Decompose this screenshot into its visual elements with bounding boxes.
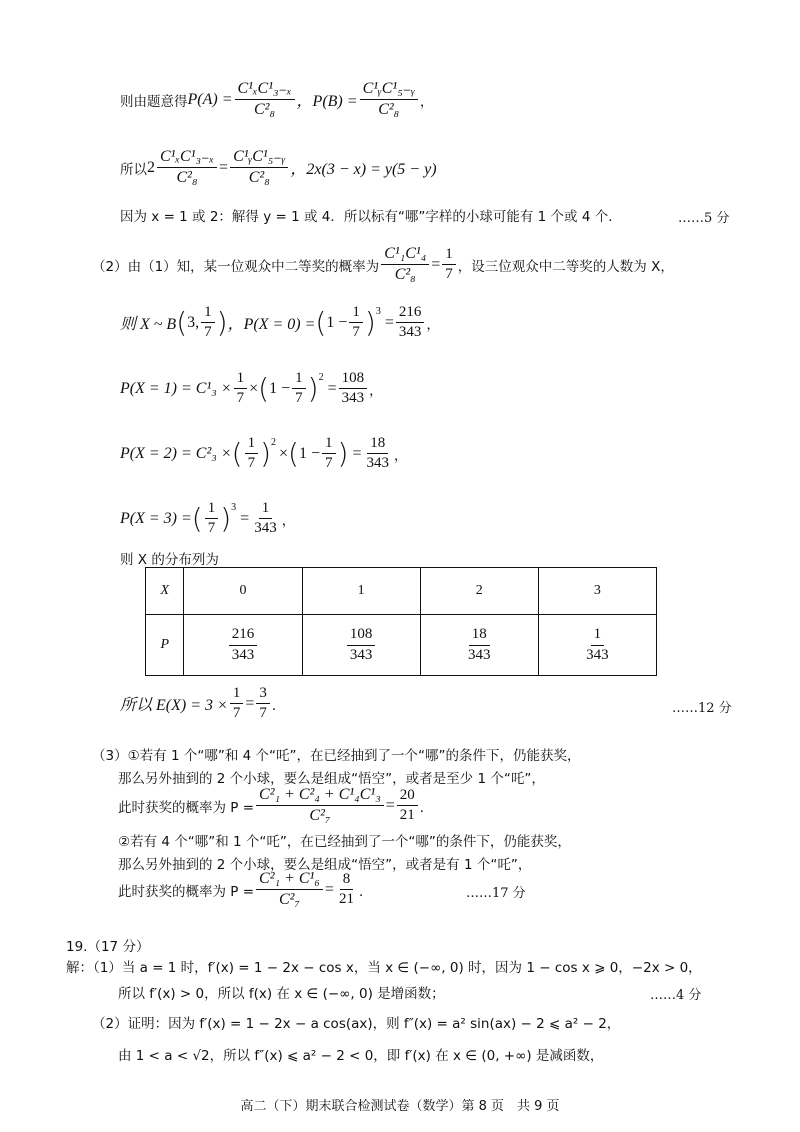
fraction: $\frac{108}{343}$ (347, 626, 376, 664)
text: 此时获奖的概率为 P = (118, 799, 255, 816)
fraction: $\frac{8}{21}$ (338, 871, 354, 908)
fraction: $\frac{216}{343}$ (396, 304, 425, 342)
paren: ) (364, 305, 376, 339)
table-cell: X (146, 568, 184, 615)
formula: 1 − (326, 313, 348, 331)
table-row (146, 615, 657, 676)
text: 此时获奖的概率为 P = (118, 883, 255, 900)
formula: 所以 E(X) = 3 × (120, 697, 228, 715)
text: ． (419, 799, 434, 816)
table-cell (420, 615, 538, 676)
score-17: ……17 分 (466, 886, 526, 901)
eq: = (240, 509, 250, 527)
fraction: $\frac{\text{C¹₁C¹₄}}{\text{C²₈}}$ (381, 245, 429, 285)
table-cell (538, 615, 656, 676)
line-part3-b3 (118, 870, 372, 910)
page-footer: 高二（下）期末联合检测试卷（数学）第 8 页 共 9 页 (240, 1099, 560, 1114)
fraction: $\frac{20}{21}$ (397, 787, 418, 825)
formula: 则 X ~ B (120, 316, 177, 334)
eq: = (385, 796, 395, 814)
eq: = (245, 694, 255, 712)
times: × (249, 379, 259, 397)
formula: ，2x(3 − x) = y(5 − y) (290, 161, 437, 179)
line-part3-a3 (118, 786, 433, 826)
coef: 2 (147, 158, 155, 176)
table-cell: P (146, 615, 184, 676)
formula: 1 − (298, 444, 320, 462)
fraction: $\frac{108}{343}$ (339, 370, 368, 408)
fraction: $\frac{\text{C¹ᵧC¹₅₋ᵧ}}{\text{C²₈}}$ (230, 148, 288, 188)
score-12: ……12 分 (672, 701, 732, 716)
formula: ，P(B) = (296, 93, 358, 111)
table-cell: 3 (538, 568, 656, 615)
fraction: $\frac{\text{C¹ₓC¹₃₋ₓ}}{\text{C²₈}}$ (157, 148, 217, 188)
line-part2-intro (92, 245, 674, 285)
text: ． (358, 883, 373, 900)
q19-line4: 由 1 < a < √2，所以 f″(x) ⩽ a² − 2 < 0，即 f′(x) 在 x ∈ (0, +∞) 是减函数， (118, 1048, 604, 1064)
table-cell: 1 (302, 568, 420, 615)
fraction: $\frac{1}{7}$ (230, 685, 244, 723)
formula: P(X = 1) = C¹₃ × (120, 379, 232, 397)
line-equation (120, 148, 437, 188)
fraction: $\frac{\text{C¹ₓC¹₃₋ₓ}}{\text{C²₈}}$ (235, 80, 295, 120)
paren: ) (337, 436, 349, 470)
exponent: 2 (318, 372, 324, 383)
text: 因为 x = 1 或 2：解得 y = 1 或 4．所以标有“哪”字样的小球可能有 1 个或 4 个． (120, 209, 622, 225)
fraction: $\frac{\text{C²₁ + C²₄ + C¹₄C¹₃}}{\text{C²₇}}$ (256, 786, 384, 826)
text: ， (426, 316, 440, 333)
formula: 1 − (269, 379, 291, 397)
text: ， (369, 382, 383, 399)
fraction: $\frac{1}{7}$ (349, 304, 363, 342)
q19-title: 19.（17 分） (66, 939, 150, 955)
text: ， (419, 93, 434, 110)
line-p-definitions (120, 80, 433, 120)
fraction: $\frac{1}{7}$ (205, 500, 219, 538)
table-cell (302, 615, 420, 676)
line-solution-xy (120, 205, 622, 225)
line-p3 (120, 500, 295, 538)
fraction: $\frac{1}{343}$ (586, 626, 609, 663)
text: （2）由（1）知，某一位观众中二等奖的概率为 (92, 258, 380, 275)
fraction: $\frac{1}{7}$ (234, 370, 248, 408)
paren: ( (315, 305, 327, 339)
text: ，设三位观众中二等奖的人数为 X， (457, 258, 674, 275)
table-cell: 2 (420, 568, 538, 615)
paren: ( (258, 371, 270, 405)
text: ， (393, 447, 408, 464)
eq: = (219, 158, 229, 176)
table-row (146, 568, 657, 615)
fraction: $\frac{1}{7}$ (292, 370, 306, 408)
fraction: $\frac{1}{7}$ (322, 435, 336, 473)
score-4: ……4 分 (650, 988, 702, 1003)
q19-line1: 解：（1）当 a = 1 时，f′(x) = 1 − 2x − cos x，当 x ∈ (−∞, 0) 时，因为 1 − cos x ⩾ 0，−2x > 0， (66, 960, 702, 976)
paren: ( (191, 501, 203, 535)
fraction: $\frac{18}{343}$ (366, 435, 389, 472)
text: 则由题意得 (120, 93, 188, 110)
table-cell: 0 (184, 568, 302, 615)
q19-line3: （2）证明：因为 f′(x) = 1 − 2x − a cos(ax)，则 f″(x) = a² sin(ax) − 2 ⩽ a² − 2， (92, 1016, 621, 1032)
line-part3-b2: 那么另外抽到的 2 个小球，要么是组成“悟空”，或者是有 1 个“吒”， (118, 857, 532, 873)
formula: ，P(X = 0) = (227, 316, 316, 334)
q19-line2: 所以 f′(x) > 0，所以 f(x) 在 x ∈ (−∞, 0) 是增函数； (118, 986, 445, 1002)
eq: = (324, 880, 334, 898)
distribution-table (145, 567, 657, 676)
fraction: $\frac{3}{7}$ (256, 685, 270, 723)
line-part3-a2: 那么另外抽到的 2 个小球，要么是组成“悟空”，或者是至少 1 个“吒”， (118, 771, 545, 787)
exponent: 2 (271, 437, 276, 448)
fraction: $\frac{1}{343}$ (254, 500, 277, 537)
eq: = (384, 313, 394, 331)
times: × (279, 444, 289, 462)
line-p1 (120, 370, 383, 408)
fraction: $\frac{18}{343}$ (468, 626, 491, 663)
fraction: $\frac{\text{C¹ᵧC¹₅₋ᵧ}}{\text{C²₈}}$ (360, 80, 418, 120)
paren: ) (216, 305, 228, 339)
eq: = (327, 379, 337, 397)
eq: = (352, 444, 362, 462)
paren: ) (307, 371, 319, 405)
fraction: $\frac{\text{C²₁ + C¹₆}}{\text{C²₇}}$ (256, 870, 323, 910)
line-part3-b1: ②若有 4 个“哪”和 1 个“吒”，在已经抽到了一个“哪”的条件下，仍能获奖， (118, 834, 571, 850)
line-binomial (120, 304, 440, 342)
table-cell (184, 615, 302, 676)
fraction: $\frac{1}{7}$ (201, 304, 215, 342)
fraction: $\frac{1}{7}$ (245, 435, 259, 473)
eq: = (431, 255, 441, 273)
line-p2 (120, 435, 407, 473)
exponent: 3 (375, 306, 381, 317)
line-expectation (120, 685, 285, 723)
fraction: $\frac{1}{7}$ (442, 246, 456, 284)
dist-caption: 则 X 的分布列为 (120, 552, 219, 568)
paren: ( (231, 436, 243, 470)
paren: ( (288, 436, 299, 470)
text: ， (281, 512, 296, 529)
paren: ( (176, 305, 188, 339)
formula: P(X = 2) = C²₃ × (120, 444, 232, 462)
text: 所以 (120, 161, 147, 178)
exponent: 3 (231, 502, 237, 513)
line-part3-a1: （3）①若有 1 个“哪”和 4 个“吒”，在已经抽到了一个“哪”的条件下，仍能获奖， (92, 748, 581, 764)
formula: P(X = 3) = (120, 509, 192, 527)
formula: P(A) = (187, 90, 233, 108)
score-5: ……5 分 (678, 211, 730, 226)
fraction: $\frac{216}{343}$ (229, 626, 258, 664)
paren: ) (220, 501, 232, 535)
paren: ) (260, 436, 271, 470)
formula: 3, (187, 313, 200, 331)
text: ． (271, 697, 286, 714)
